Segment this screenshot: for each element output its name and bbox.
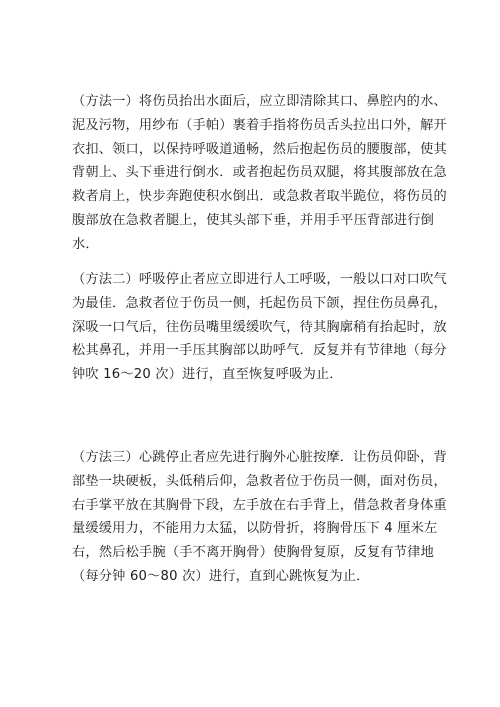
text-line: （每分钟 60～80 次）进行，直到心跳恢复为止． [72,568,370,584]
text-line: 背朝上、头下垂进行倒水．或者抱起伤员双腿，将其腹部放在急 [72,165,447,181]
text-line: 量缓缓用力，不能用力太猛，以防骨折，将胸骨压下 4 厘米左 [72,521,438,537]
text-line: （方法二）呼吸停止者应立即进行人工呼吸，一般以口对口吹气 [72,272,447,287]
text-line: 部垫一块硬板，头低稍后仰，急救者位于伤员一侧，面对伤员， [72,473,447,489]
text-line: 钟吹 16～20 次）进行，直至恢复呼吸为止． [72,367,343,383]
text-line: 右手掌平放在其胸骨下段，左手放在右手背上，借急救者身体重 [72,497,447,513]
text-line: 深吸一口气后，往伤员嘴里缓缓吹气，待其胸廓稍有抬起时，放 [72,319,447,335]
text-line: 腹部放在急救者腿上，使其头部下垂，并用手平压背部进行倒 [72,212,434,228]
text-line: 松其鼻孔，并用一手压其胸部以助呼气．反复并有节律地（每分 [72,343,447,359]
text-line: 衣扣、领口，以保持呼吸道通畅，然后抱起伤员的腰腹部，使其 [72,141,447,157]
paragraph-method-2 [72,268,447,387]
text-line: 右，然后松手腕（手不离开胸骨）使胸骨复原，反复有节律地 [72,545,434,561]
text-line: 泥及污物，用纱布（手帕）裹着手指将伤员舌头拉出口外，解开 [72,117,447,133]
paragraph-method-3 [72,446,447,589]
paragraph-method-1 [72,90,447,257]
text-line: 为最佳．急救者位于伤员一侧，托起伤员下颌，捏住伤员鼻孔， [72,295,447,311]
text-line: （方法三）心跳停止者应先进行胸外心脏按摩．让伤员仰卧，背 [72,450,447,465]
text-line: 救者肩上，快步奔跑使积水倒出．或急救者取半跪位，将伤员的 [72,189,447,205]
text-line: 水． [72,236,99,252]
text-line: （方法一）将伤员抬出水面后，应立即清除其口、鼻腔内的水、 [72,94,447,109]
